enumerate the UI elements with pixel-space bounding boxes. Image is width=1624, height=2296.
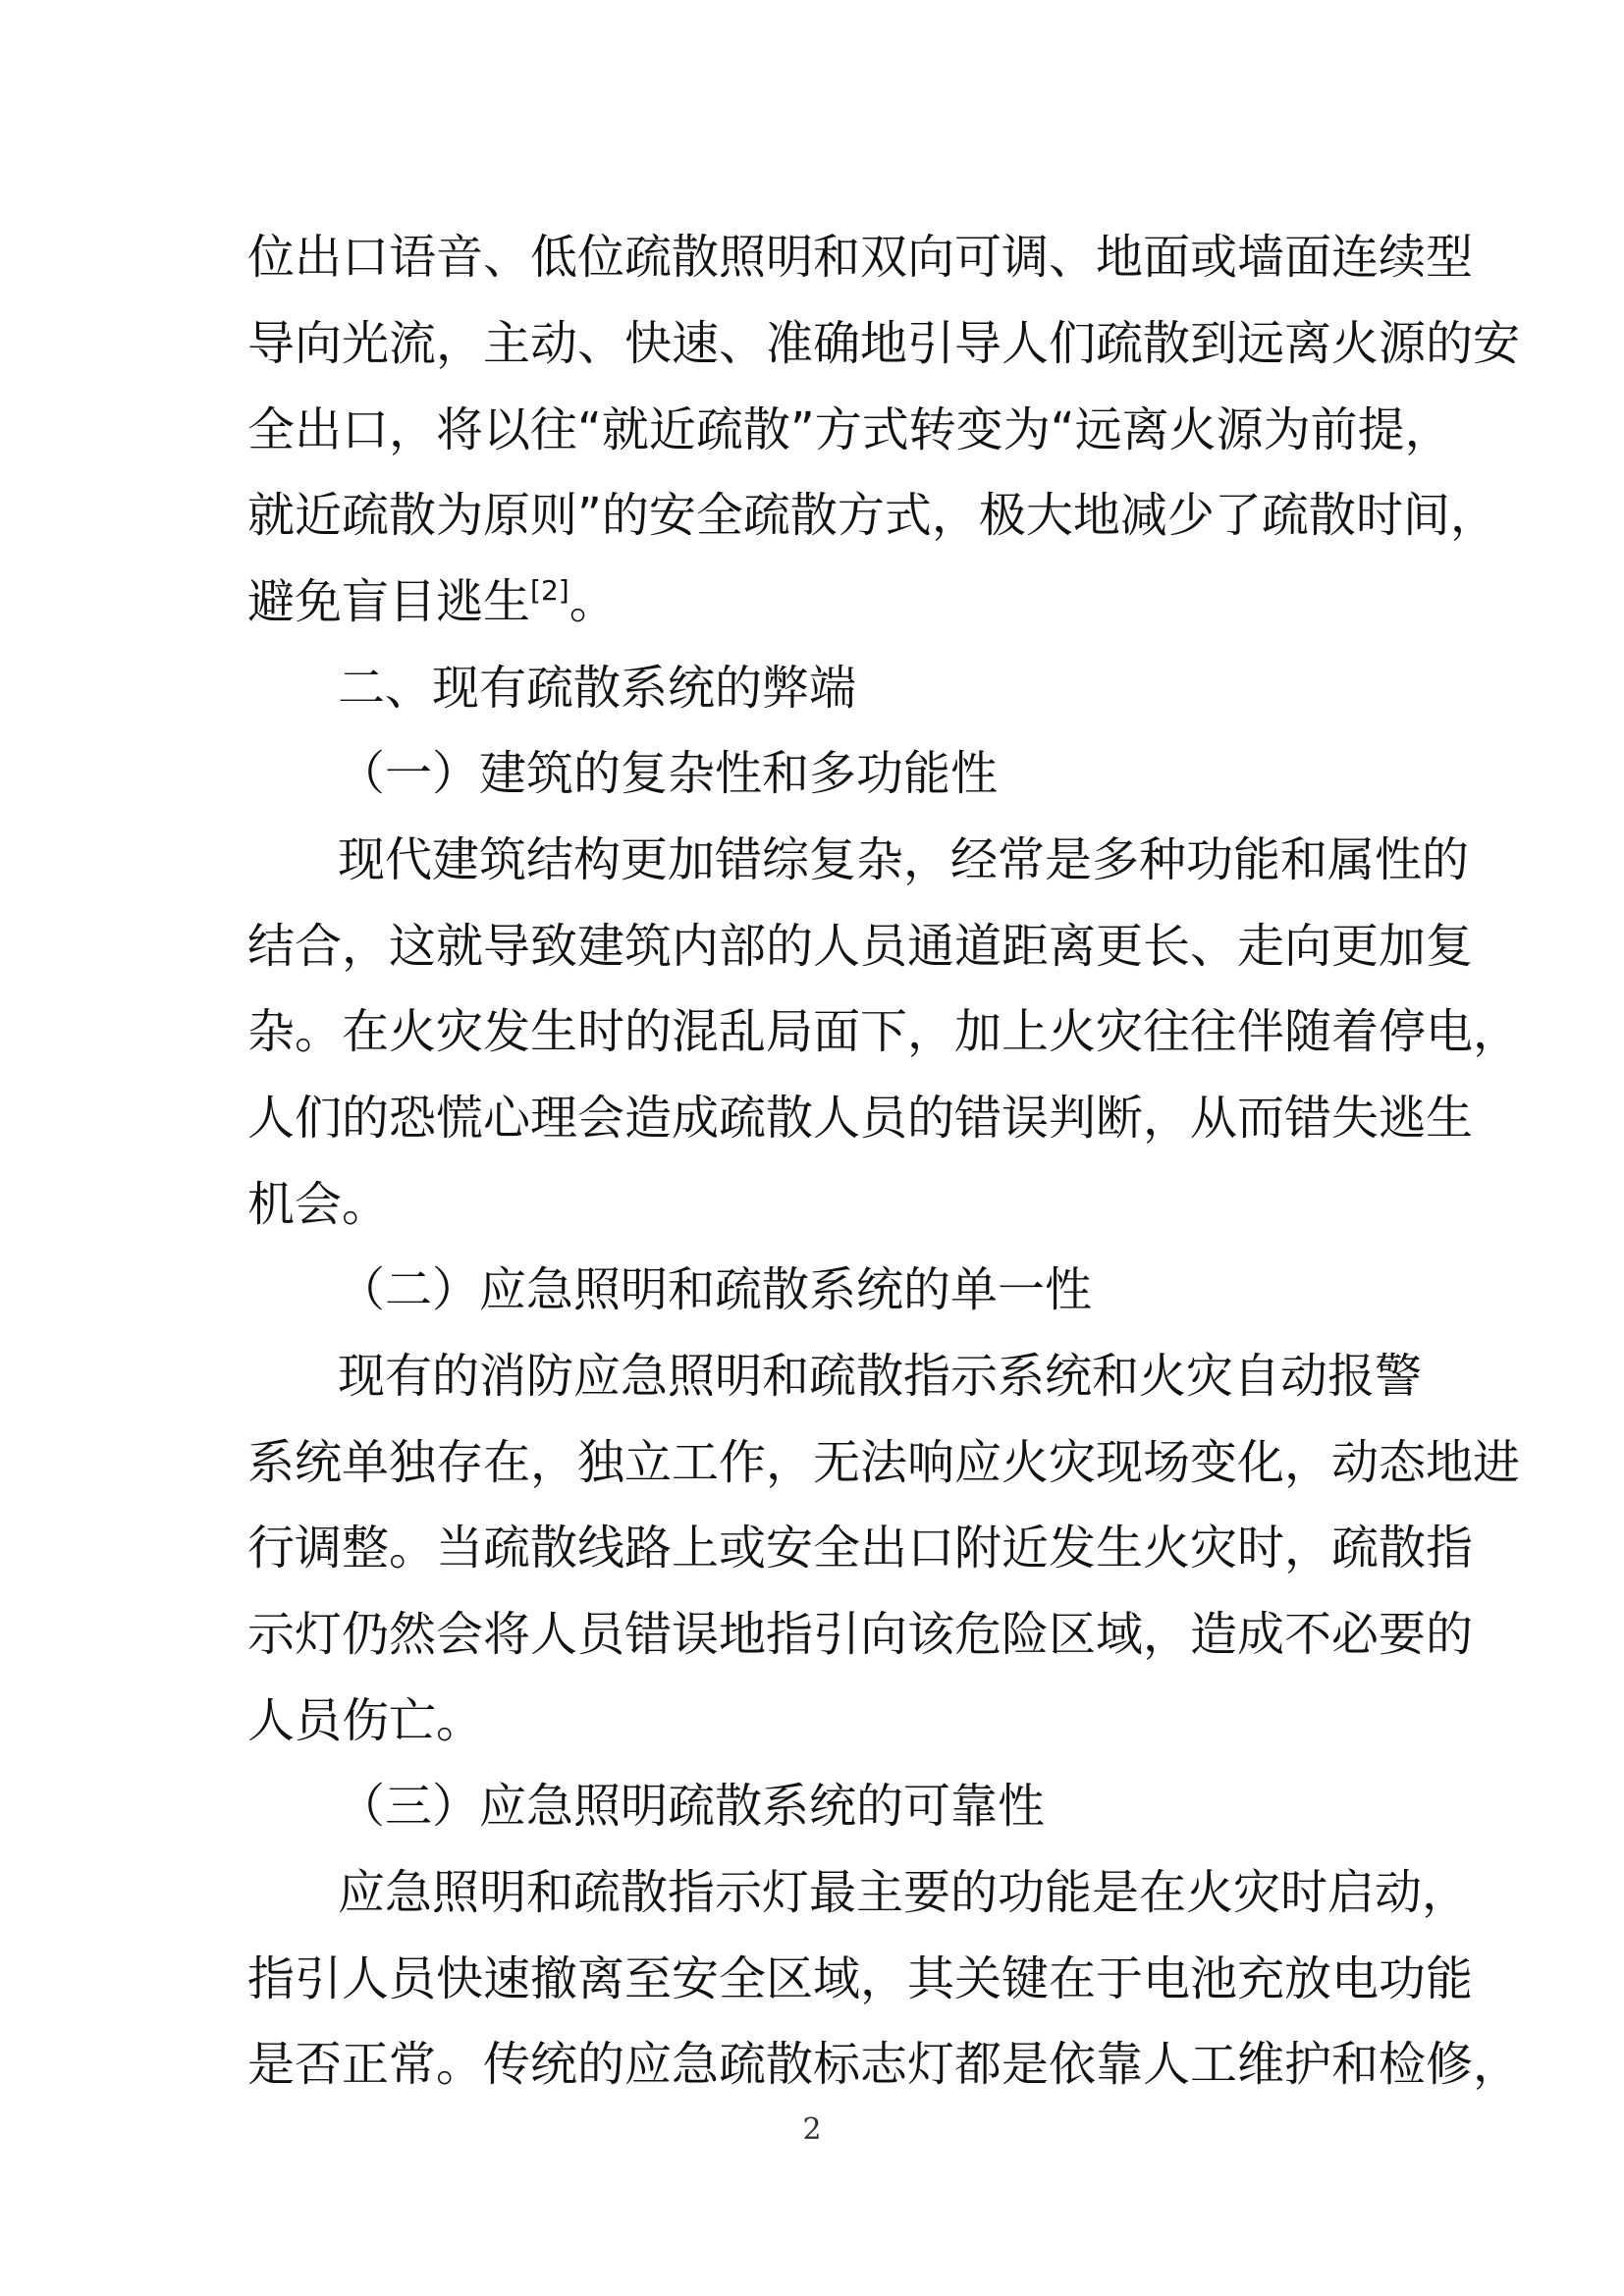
section-heading: 二、现有疏散系统的弊端 [338, 661, 857, 716]
text-line: 行调整。当疏散线路上或安全出口附近发生火灾时，疏散指 [247, 1521, 1474, 1575]
text-segment: 。 [568, 574, 617, 629]
text-line: 应急照明和疏散指示灯最主要的功能是在火灾时启动， [338, 1865, 1470, 1920]
text-line: 是否正常。传统的应急疏散标志灯都是依靠人工维护和检修， [247, 2037, 1521, 2092]
text-line: 现代建筑结构更加错综复杂，经常是多种功能和属性的 [338, 832, 1470, 887]
text-line: 系统单独存在，独立工作，无法响应火灾现场变化，动态地进 [247, 1435, 1521, 1490]
text-line: 全出口，将以往“就近疏散”方式转变为“远离火源为前提， [247, 402, 1452, 457]
text-line: 导向光流，主动、快速、准确地引导人们疏散到远离火源的安 [247, 316, 1521, 371]
text-line: 人员伤亡。 [247, 1693, 484, 1748]
text-line: 指引人员快速撤离至安全区域，其关键在于电池充放电功能 [247, 1951, 1474, 2006]
citation-reference[interactable]: [2] [530, 574, 569, 607]
text-line: 杂。在火灾发生时的混乱局面下，加上火灾往往伴随着停电， [247, 1004, 1521, 1059]
subsection-heading: （三）应急照明疏散系统的可靠性 [338, 1779, 1046, 1834]
text-segment: 避免盲目逃生 [247, 574, 531, 629]
text-line: 现有的消防应急照明和疏散指示系统和火灾自动报警 [338, 1349, 1423, 1404]
text-line: 就近疏散为原则”的安全疏散方式，极大地减少了疏散时间， [247, 488, 1497, 543]
page-number: 2 [802, 2112, 822, 2147]
text-line: 示灯仍然会将人员错误地指引向该危险区域，造成不必要的 [247, 1607, 1474, 1662]
subsection-heading: （一）建筑的复杂性和多功能性 [338, 746, 999, 801]
text-line: 机会。 [247, 1177, 390, 1232]
text-line: 结合，这就导致建筑内部的人员通道距离更长、走向更加复 [247, 919, 1474, 974]
subsection-heading: （二）应急照明和疏散系统的单一性 [338, 1262, 1093, 1317]
text-line: 人们的恐慌心理会造成疏散人员的错误判断，从而错失逃生 [247, 1091, 1474, 1146]
text-line-with-citation [247, 574, 617, 629]
text-line: 位出口语音、低位疏散照明和双向可调、地面或墙面连续型 [247, 230, 1474, 285]
